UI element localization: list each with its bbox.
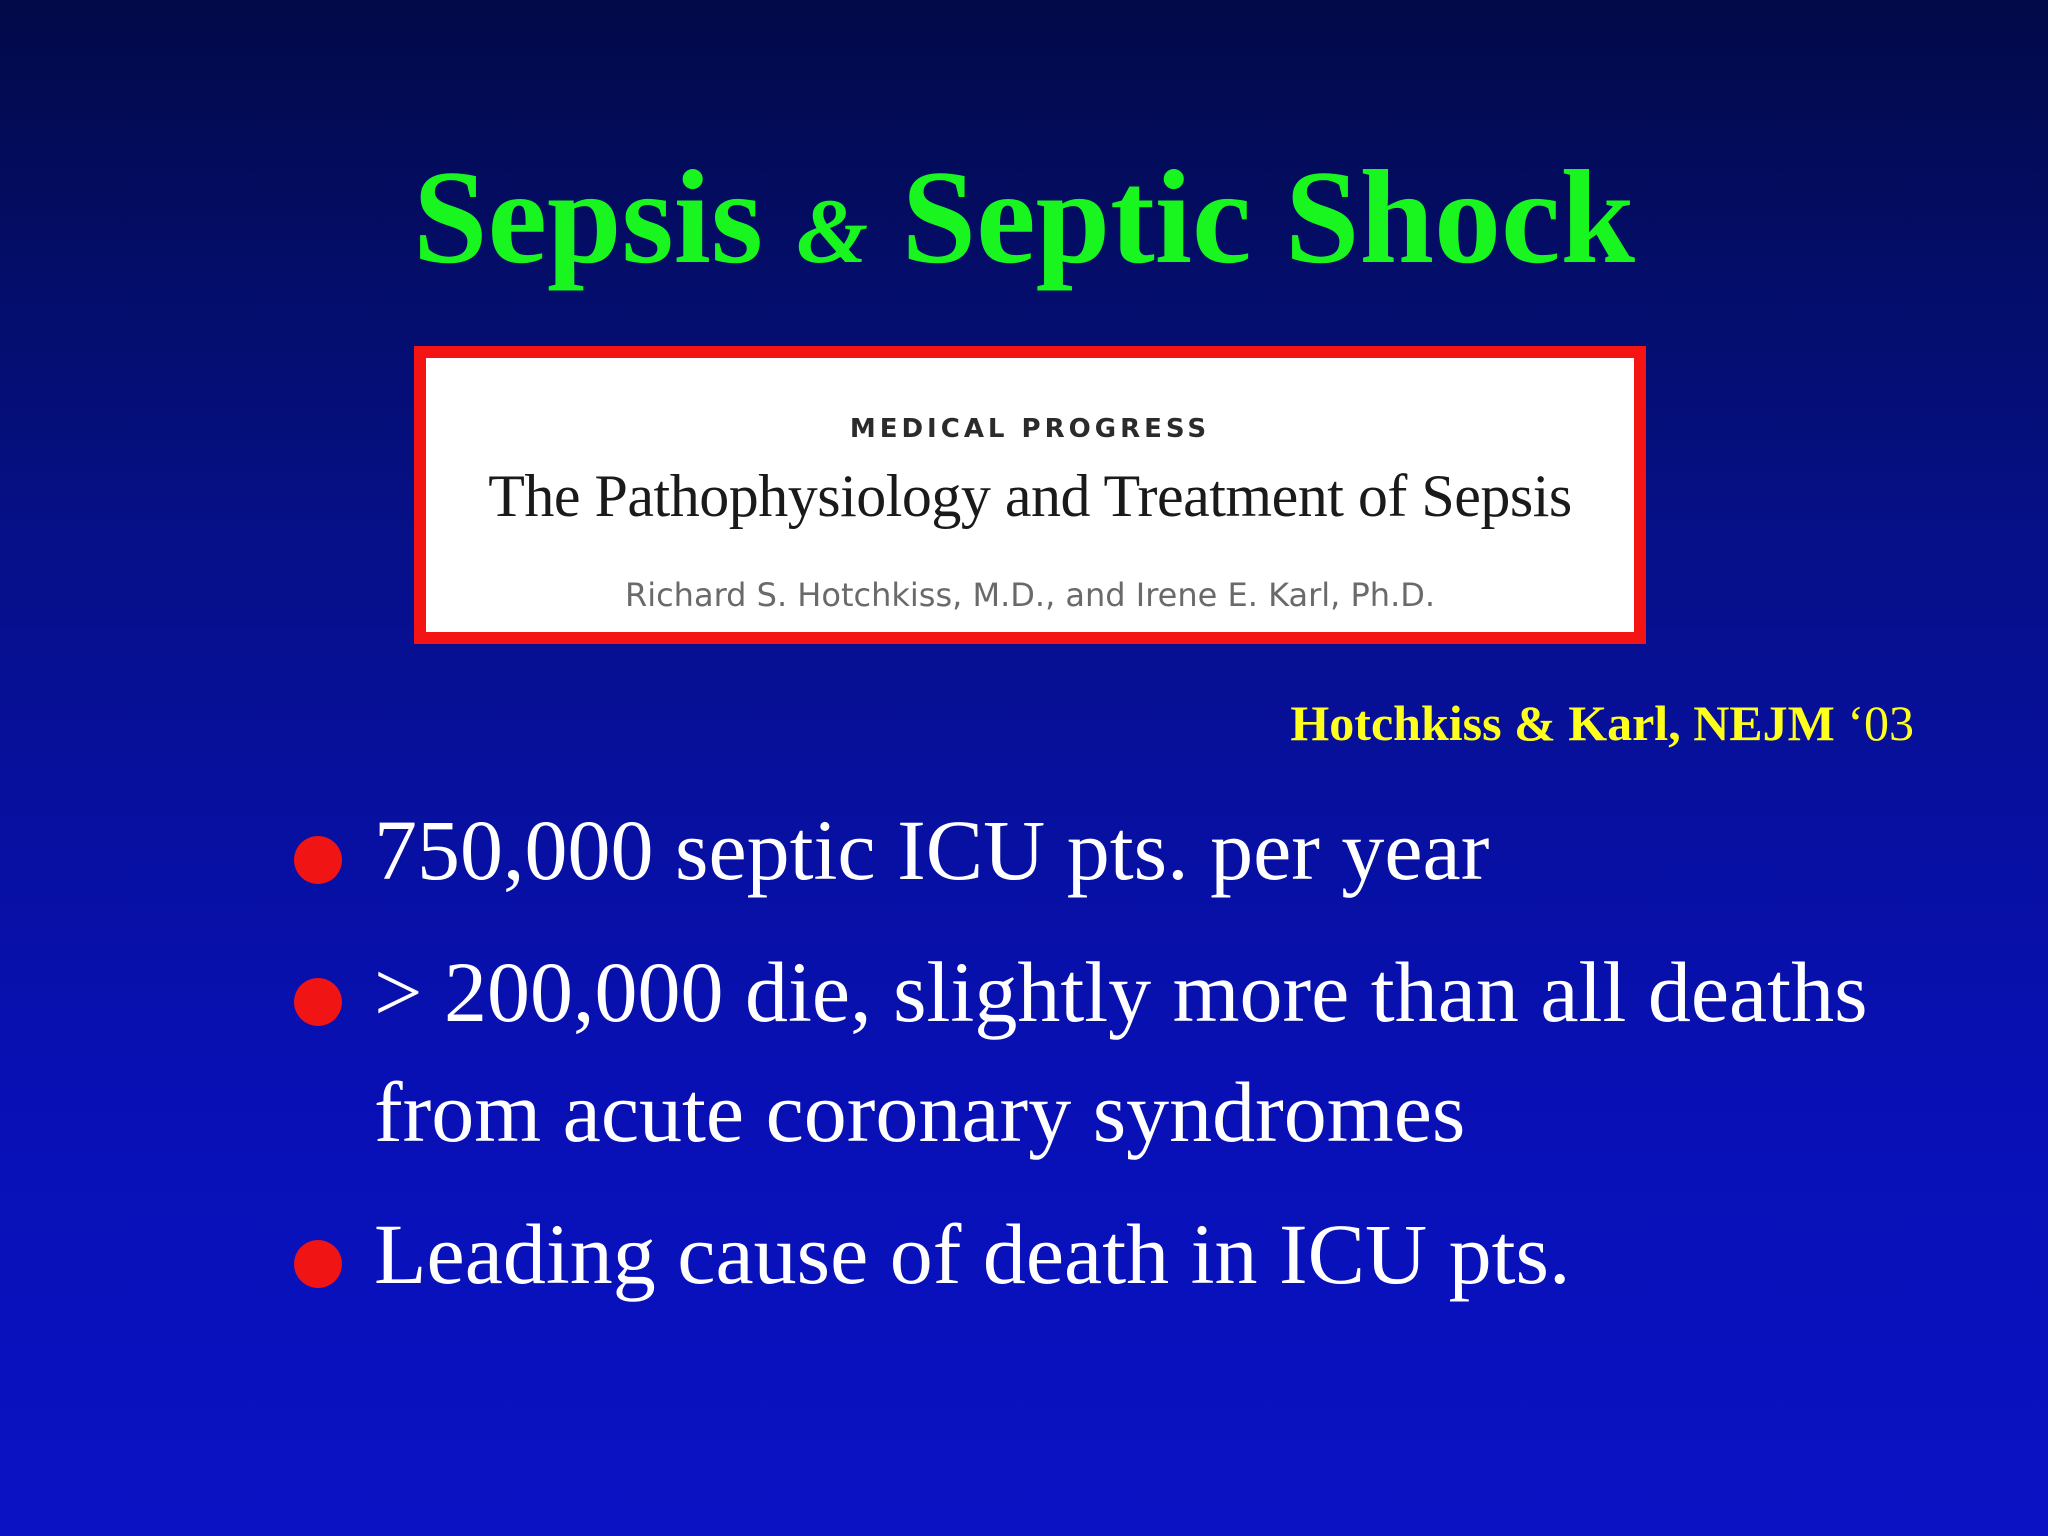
bullet-dot-icon — [294, 836, 342, 884]
title-part-1: Sepsis — [412, 143, 764, 291]
article-title: The Pathophysiology and Treatment of Sepsis — [488, 463, 1572, 529]
citation-source: Hotchkiss & Karl, NEJM — [1290, 695, 1835, 751]
slide-title — [0, 143, 2048, 291]
bullet-text: > 200,000 die, slightly more than all deaths from acute coronary syndromes — [374, 944, 1868, 1160]
bullet-text: 750,000 septic ICU pts. per year — [374, 802, 1490, 898]
bullet-dot-icon — [294, 978, 342, 1026]
bullet-text: Leading cause of death in ICU pts. — [374, 1206, 1571, 1302]
article-authors: Richard S. Hotchkiss, M.D., and Irene E. Karl, Ph.D. — [624, 576, 1436, 614]
article-header-box — [414, 346, 1646, 644]
article-kicker: MEDICAL PROGRESS — [849, 414, 1211, 444]
bullet-item — [294, 932, 1894, 1172]
title-ampersand: & — [796, 180, 869, 282]
bullet-dot-icon — [294, 1240, 342, 1288]
bullet-item — [294, 790, 1894, 910]
citation — [1290, 694, 1914, 752]
title-part-2: Septic Shock — [901, 143, 1636, 291]
citation-year: ‘03 — [1847, 695, 1914, 751]
bullet-item — [294, 1194, 1894, 1314]
bullet-list — [294, 790, 1894, 1336]
